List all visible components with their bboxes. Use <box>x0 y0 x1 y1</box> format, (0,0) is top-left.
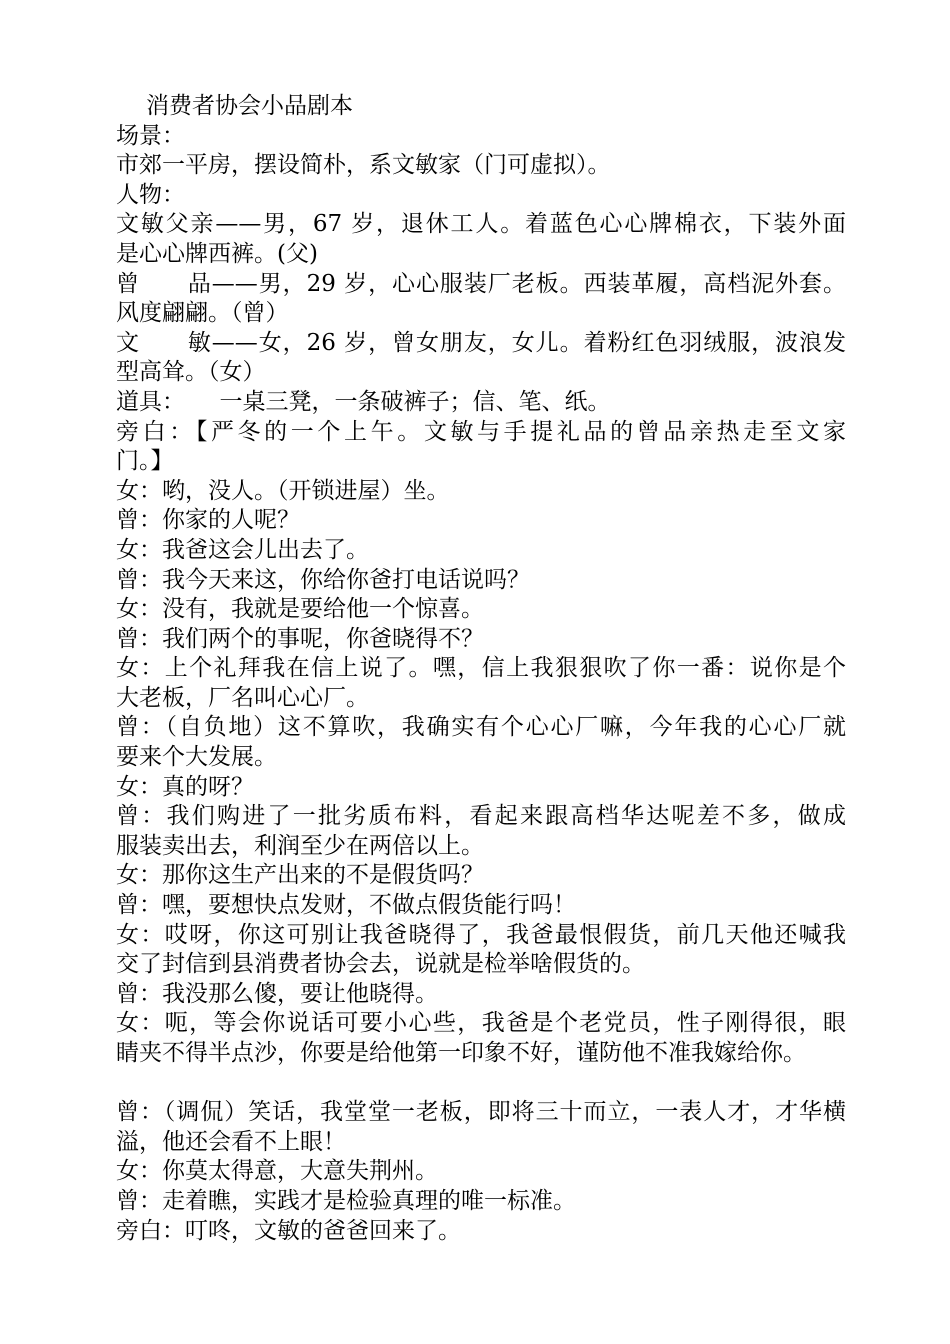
text-line: 女：哎呀，你这可别让我爸晓得了，我爸最恨假货，前几天他还喊我 <box>116 921 846 948</box>
text-line: 溢，他还会看不上眼！ <box>116 1128 346 1155</box>
text-line: 要来个大发展。 <box>116 744 277 771</box>
text-line: 女：呃，等会你说话可要小心些，我爸是个老党员，性子刚得很，眼 <box>116 1010 846 1037</box>
text-line: 曾：我没那么傻，要让他晓得。 <box>116 980 438 1007</box>
text-line: 文敏父亲——男，67 岁，退休工人。着蓝色心心牌棉衣，下装外面 <box>116 211 846 238</box>
text-line: 服装卖出去，利润至少在两倍以上。 <box>116 832 484 859</box>
text-line: 市郊一平房，摆设简朴，系文敏家（门可虚拟）。 <box>116 152 611 179</box>
text-line: 曾：（自负地）这不算吹，我确实有个心心厂嘛，今年我的心心厂就 <box>116 714 846 741</box>
text-line: 曾：我们购进了一批劣质布料，看起来跟高档华达呢差不多，做成 <box>116 803 846 830</box>
text-line: 风度翩翩。（曾） <box>116 300 289 327</box>
text-line: 是心心牌西裤。(父) <box>116 240 318 267</box>
text-line: 曾：（调侃）笑话，我堂堂一老板，即将三十而立，一表人才，才华横 <box>116 1099 846 1126</box>
text-line: 旁白：叮咚，文敏的爸爸回来了。 <box>116 1217 461 1244</box>
text-line: 女：上个礼拜我在信上说了。嘿，信上我狠狠吹了你一番：说你是个 <box>116 655 846 682</box>
text-line: 女：那你这生产出来的不是假货吗？ <box>116 862 484 889</box>
text-line: 道具： 一桌三凳，一条破裤子；信、笔、纸。 <box>116 388 611 415</box>
document-title: 消费者协会小品剧本 <box>146 93 353 119</box>
text-line: 旁白：【严冬的一个上午。文敏与手提礼品的曾品亲热走至文家 <box>116 418 846 445</box>
text-line: 型高耸。（女） <box>116 359 266 386</box>
text-line: 女：真的呀？ <box>116 773 254 800</box>
script-body <box>116 92 846 1246</box>
text-line: 门。】 <box>116 448 174 475</box>
text-line: 女：没有，我就是要给他一个惊喜。 <box>116 596 484 623</box>
text-line: 曾 品——男，29 岁，心心服装厂老板。西装革履，高档泥外套。 <box>116 270 846 297</box>
text-line: 场景： <box>116 122 185 149</box>
text-line: 女：你莫太得意，大意失荆州。 <box>116 1158 438 1185</box>
text-line: 曾：我们两个的事呢，你爸晓得不？ <box>116 625 484 652</box>
text-line: 文 敏——女，26 岁，曾女朋友，女儿。着粉红色羽绒服，波浪发 <box>116 329 846 356</box>
text-line: 交了封信到县消费者协会去，说就是检举啥假货的。 <box>116 951 645 978</box>
text-line: 曾：嘿，要想快点发财，不做点假货能行吗！ <box>116 892 576 919</box>
text-line: 女：哟，没人。（开锁进屋）坐。 <box>116 477 450 504</box>
text-line: 女：我爸这会儿出去了。 <box>116 536 369 563</box>
text-line: 人物： <box>116 181 185 208</box>
text-line: 曾：走着瞧，实践才是检验真理的唯一标准。 <box>116 1187 576 1214</box>
text-line: 曾：你家的人呢？ <box>116 507 300 534</box>
text-line: 大老板，厂名叫心心厂。 <box>116 684 369 711</box>
blank-line <box>116 1069 846 1099</box>
text-line: 曾：我今天来这，你给你爸打电话说吗？ <box>116 566 530 593</box>
text-line: 睛夹不得半点沙，你要是给他第一印象不好，谨防他不准我嫁给你。 <box>116 1040 806 1066</box>
